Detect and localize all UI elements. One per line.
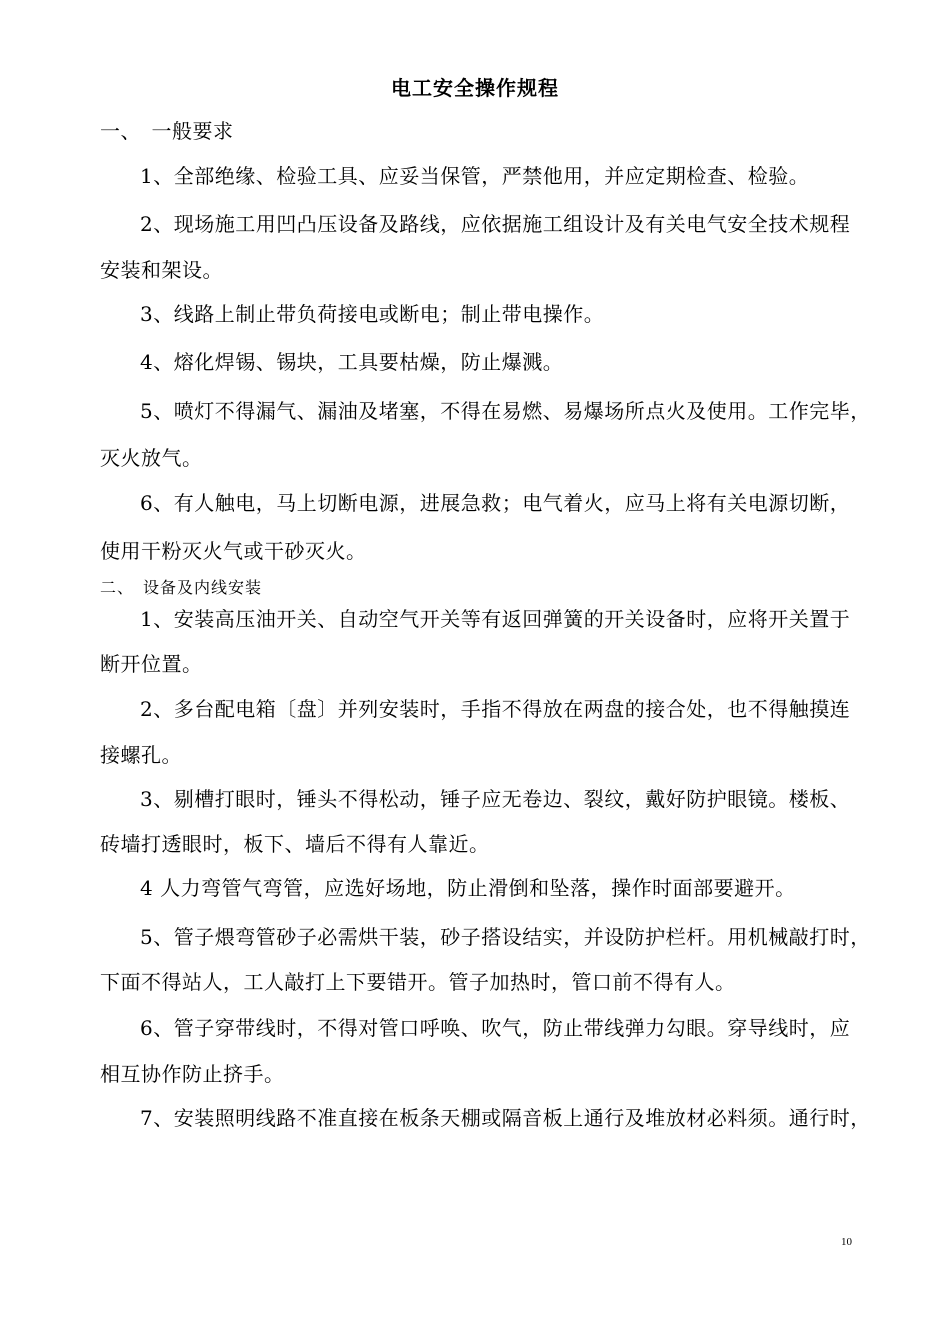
paragraph-line: 砖墙打透眼时，板下、墙后不得有人靠近。: [100, 832, 490, 856]
document-title: 电工安全操作规程: [391, 76, 559, 100]
paragraph-line: 3、剔槽打眼时，锤头不得松动，锤子应无卷边、裂纹，戴好防护眼镜。楼板、: [140, 787, 851, 811]
paragraph-line: 5、管子煨弯管砂子必需烘干装，砂子搭设结实，并设防护栏杆。用机械敲打时，: [140, 925, 871, 949]
paragraph-line: 使用干粉灭火气或干砂灭火。: [100, 539, 367, 563]
paragraph-line: 安装和架设。: [100, 258, 223, 282]
paragraph-line: 3、线路上制止带负荷接电或断电；制止带电操作。: [140, 302, 605, 326]
paragraph-line: 2、多台配电箱〔盘〕并列安装时，手指不得放在两盘的接合处，也不得触摸连: [140, 697, 851, 721]
paragraph-line: 相互协作防止挤手。: [100, 1062, 285, 1086]
paragraph-line: 接螺孔。: [100, 743, 182, 767]
paragraph-line: 断开位置。: [100, 652, 203, 676]
paragraph-line: 2、现场施工用凹凸压设备及路线，应依据施工组设计及有关电气安全技术规程: [140, 212, 851, 236]
paragraph-line: 4 人力弯管气弯管，应选好场地，防止滑倒和坠落，操作时面部要避开。: [140, 876, 796, 900]
page-number: 10: [841, 1236, 852, 1248]
paragraph-line: 6、管子穿带线时，不得对管口呼唤、吹气，防止带线弹力勾眼。穿导线时，应: [140, 1016, 851, 1040]
section-heading-general: 一、 一般要求: [100, 119, 234, 143]
paragraph-line: 6、有人触电，马上切断电源，进展急救；电气着火，应马上将有关电源切断，: [140, 491, 851, 515]
paragraph-line: 5、喷灯不得漏气、漏油及堵塞，不得在易燃、易爆场所点火及使用。工作完毕，: [140, 399, 871, 423]
paragraph-line: 4、熔化焊锡、锡块，工具要枯燥，防止爆溅。: [140, 350, 564, 374]
paragraph-line: 下面不得站人，工人敲打上下要错开。管子加热时，管口前不得有人。: [100, 970, 736, 994]
paragraph-line: 1、安装高压油开关、自动空气开关等有返回弹簧的开关设备时，应将开关置于: [140, 607, 851, 631]
paragraph-line: 7、安装照明线路不准直接在板条天棚或隔音板上通行及堆放材必料须。通行时，: [140, 1106, 871, 1130]
section-heading-installation: 二、 设备及内线安装: [100, 578, 263, 597]
paragraph-line: 灭火放气。: [100, 446, 203, 470]
paragraph-line: 1、全部绝缘、检验工具、应妥当保管，严禁他用，并应定期检查、检验。: [140, 164, 810, 188]
